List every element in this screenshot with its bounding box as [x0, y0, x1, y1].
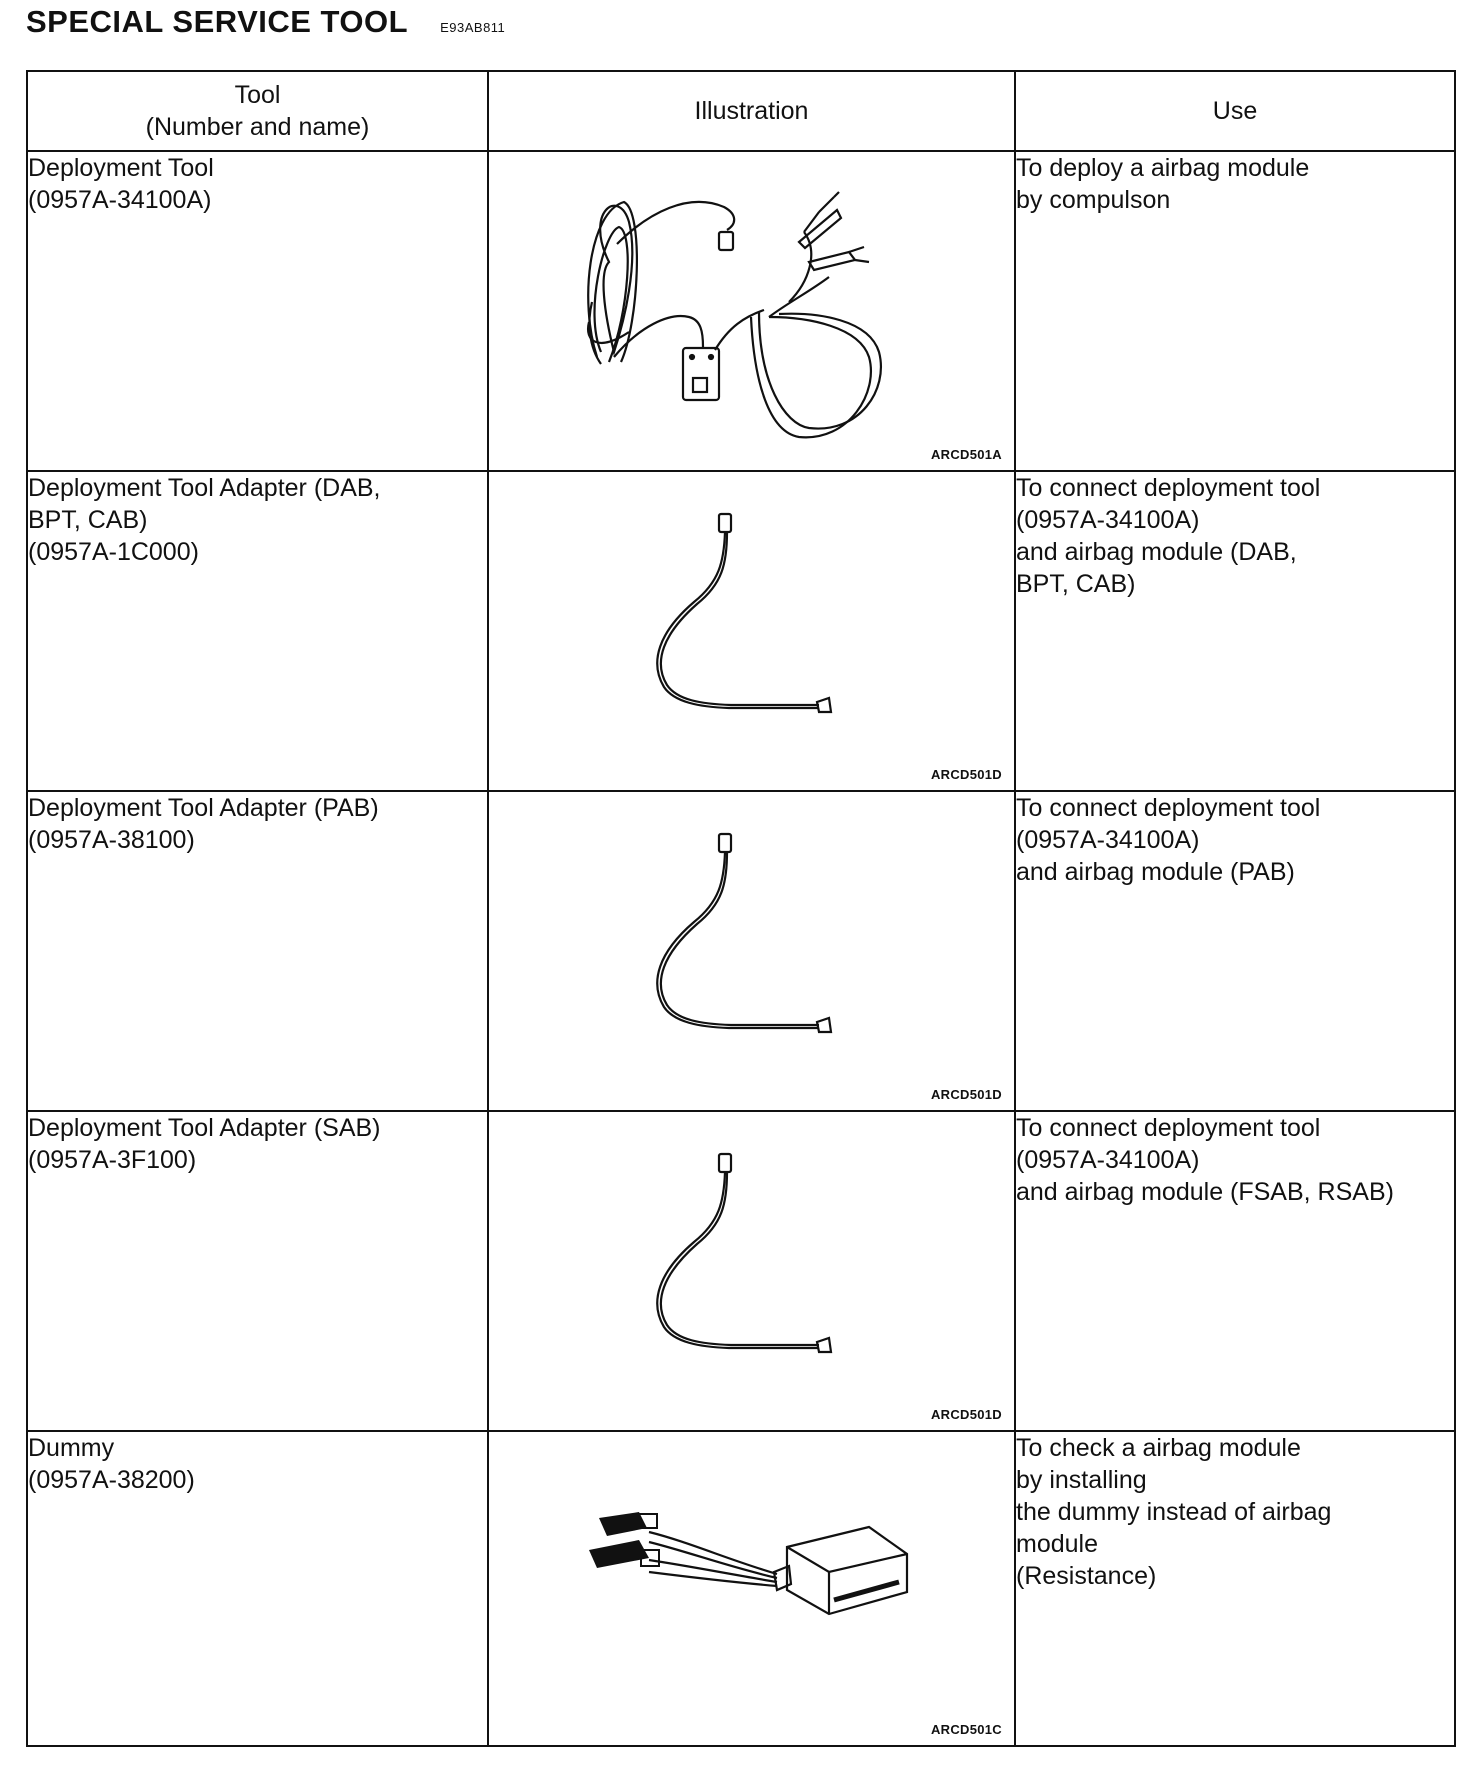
tool-name-cell	[27, 471, 488, 791]
tool-name-cell	[27, 1111, 488, 1431]
figure-code: ARCD501A	[930, 447, 1002, 462]
header-illustration: Illustration	[488, 71, 1015, 151]
tool-use: To deploy a airbag module by compulson	[1016, 154, 1310, 214]
table-row	[27, 1111, 1455, 1431]
tool-use: To connect deployment tool (0957A-34100A) and airbag module (PAB)	[1016, 794, 1321, 886]
table-row	[27, 471, 1455, 791]
illustration-cell	[488, 791, 1015, 1111]
dummy-resistor-icon	[489, 1432, 1016, 1745]
adapter-cable-icon	[489, 472, 1016, 790]
use-cell	[1015, 471, 1455, 791]
header-tool-line1: Tool	[234, 81, 281, 109]
adapter-cable-icon	[489, 792, 1016, 1110]
special-service-tool-table	[26, 70, 1456, 1747]
table-header-row	[27, 71, 1455, 151]
illustration-cell	[488, 471, 1015, 791]
illustration-cell	[488, 1111, 1015, 1431]
header-tool	[27, 71, 488, 151]
section-code: E93AB811	[440, 20, 506, 35]
tool-use: To check a airbag module by installing the dummy instead of airbag module (Resistance)	[1016, 1434, 1332, 1590]
table-row	[27, 1431, 1455, 1746]
page-header	[26, 4, 505, 44]
tool-name-cell	[27, 151, 488, 471]
tool-name: Deployment Tool Adapter (PAB) (0957A-38100)	[28, 794, 379, 854]
illustration-cell	[488, 151, 1015, 471]
header-use: Use	[1015, 71, 1455, 151]
use-cell	[1015, 791, 1455, 1111]
tool-use: To connect deployment tool (0957A-34100A) and airbag module (DAB, BPT, CAB)	[1016, 474, 1321, 598]
tool-name: Deployment Tool (0957A-34100A)	[28, 154, 214, 214]
tool-name: Dummy (0957A-38200)	[28, 1434, 195, 1494]
use-cell	[1015, 1111, 1455, 1431]
table-row	[27, 151, 1455, 471]
tool-name: Deployment Tool Adapter (DAB, BPT, CAB) (0957A-1C000)	[28, 474, 381, 566]
table-row	[27, 791, 1455, 1111]
figure-code: ARCD501D	[930, 1407, 1002, 1422]
header-tool-line2: (Number and name)	[145, 113, 370, 141]
tool-name: Deployment Tool Adapter (SAB) (0957A-3F100)	[28, 1114, 381, 1174]
illustration-cell	[488, 1431, 1015, 1746]
tool-name-cell	[27, 791, 488, 1111]
figure-code: ARCD501C	[930, 1722, 1002, 1737]
page-title: SPECIAL SERVICE TOOL	[26, 4, 409, 39]
tool-name-cell	[27, 1431, 488, 1746]
use-cell	[1015, 1431, 1455, 1746]
figure-code: ARCD501D	[930, 1087, 1002, 1102]
figure-code: ARCD501D	[930, 767, 1002, 782]
deployment-tool-icon	[489, 152, 1016, 470]
use-cell	[1015, 151, 1455, 471]
adapter-cable-icon	[489, 1112, 1016, 1430]
tool-use: To connect deployment tool (0957A-34100A) and airbag module (FSAB, RSAB)	[1016, 1114, 1394, 1206]
